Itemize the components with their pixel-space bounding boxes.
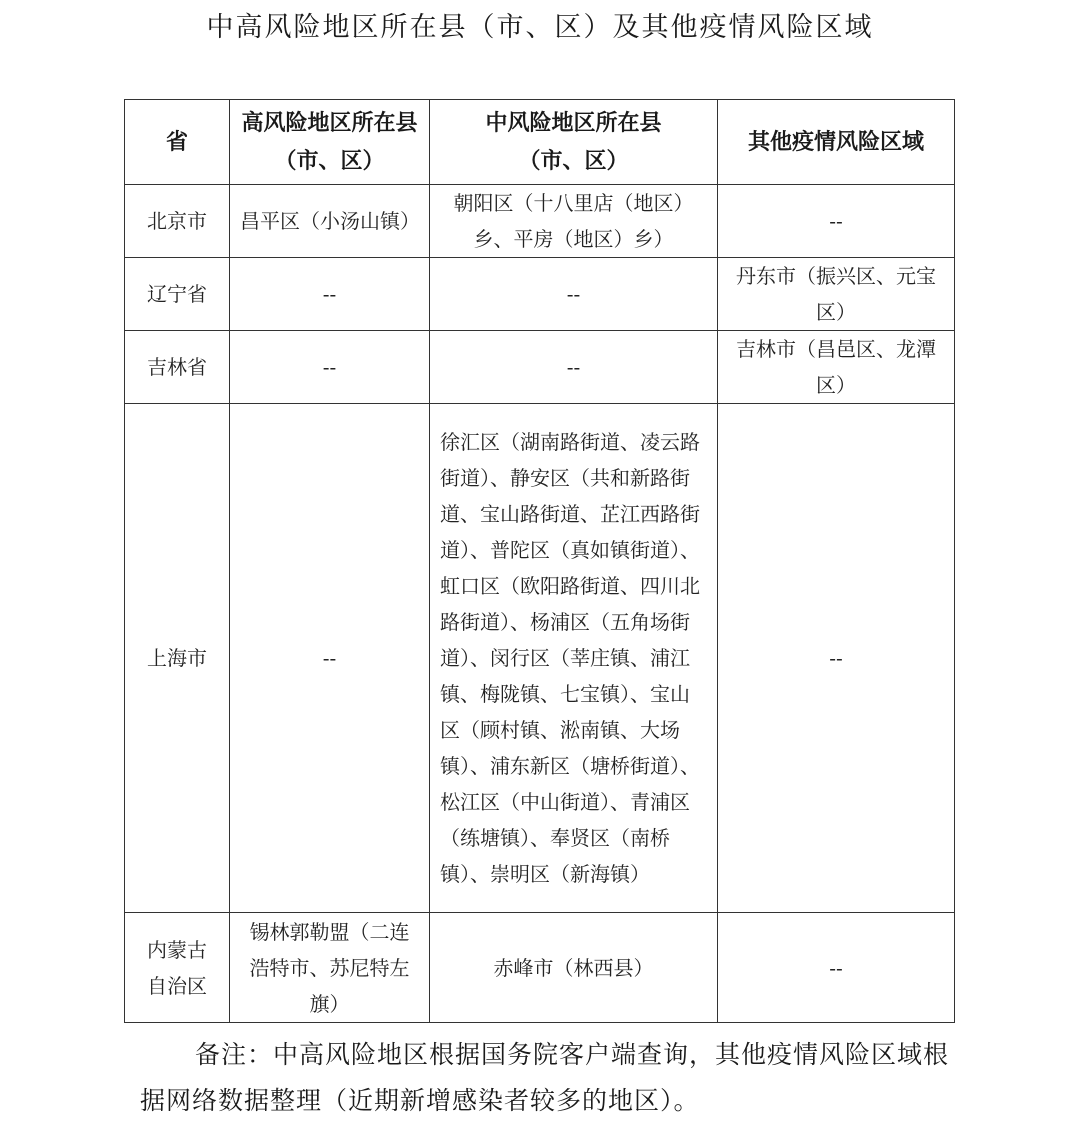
cell-high-risk: -- [230,404,430,913]
cell-mid-risk: 徐汇区（湖南路街道、凌云路街道）、静安区（共和新路街道、宝山路街道、芷江西路街道）、普陀区（真如镇街道）、虹口区（欧阳路街道、四川北路街道）、杨浦区（五角场街道）、闵行区（莘庄镇、浦江镇、梅陇镇、七宝镇）、宝山区（顾村镇、淞南镇、大场镇）、浦东新区（塘桥街道）、松江区（中山街道）、青浦区（练塘镇）、奉贤区（南桥镇）、崇明区（新海镇） [430,404,718,913]
cell-high-risk: 昌平区（小汤山镇） [230,185,430,258]
header-high-risk: 高风险地区所在县（市、区） [230,100,430,185]
table-header [125,100,955,185]
document-title: 中高风险地区所在县（市、区）及其他疫情风险区域 [206,12,874,43]
cell-other-risk: 丹东市（振兴区、元宝区） [718,258,955,331]
header-other-risk: 其他疫情风险区域 [718,100,955,185]
cell-other-risk: 吉林市（昌邑区、龙潭区） [718,331,955,404]
cell-other-risk: -- [718,404,955,913]
cell-province: 上海市 [125,404,230,913]
cell-province: 辽宁省 [125,258,230,331]
cell-mid-risk: -- [430,331,718,404]
header-row [125,100,955,185]
cell-province: 吉林省 [125,331,230,404]
cell-mid-risk: 赤峰市（林西县） [430,913,718,1023]
cell-province: 内蒙古自治区 [125,913,230,1023]
header-province: 省 [125,100,230,185]
table-row [125,913,955,1023]
table-row [125,185,955,258]
table-row [125,258,955,331]
table-row [125,404,955,913]
header-mid-risk: 中风险地区所在县（市、区） [430,100,718,185]
cell-mid-risk: -- [430,258,718,331]
cell-other-risk: -- [718,913,955,1023]
cell-mid-risk: 朝阳区（十八里店（地区）乡、平房（地区）乡） [430,185,718,258]
risk-areas-table [124,99,955,1023]
cell-other-risk: -- [718,185,955,258]
table-row [125,331,955,404]
cell-high-risk: -- [230,258,430,331]
table-body [125,185,955,1023]
cell-high-risk: 锡林郭勒盟（二连浩特市、苏尼特左旗） [230,913,430,1023]
footnote: 备注：中高风险地区根据国务院客户端查询，其他疫情风险区域根据网络数据整理（近期新增感染者较多的地区）。 [140,1040,950,1115]
cell-high-risk: -- [230,331,430,404]
cell-province: 北京市 [125,185,230,258]
